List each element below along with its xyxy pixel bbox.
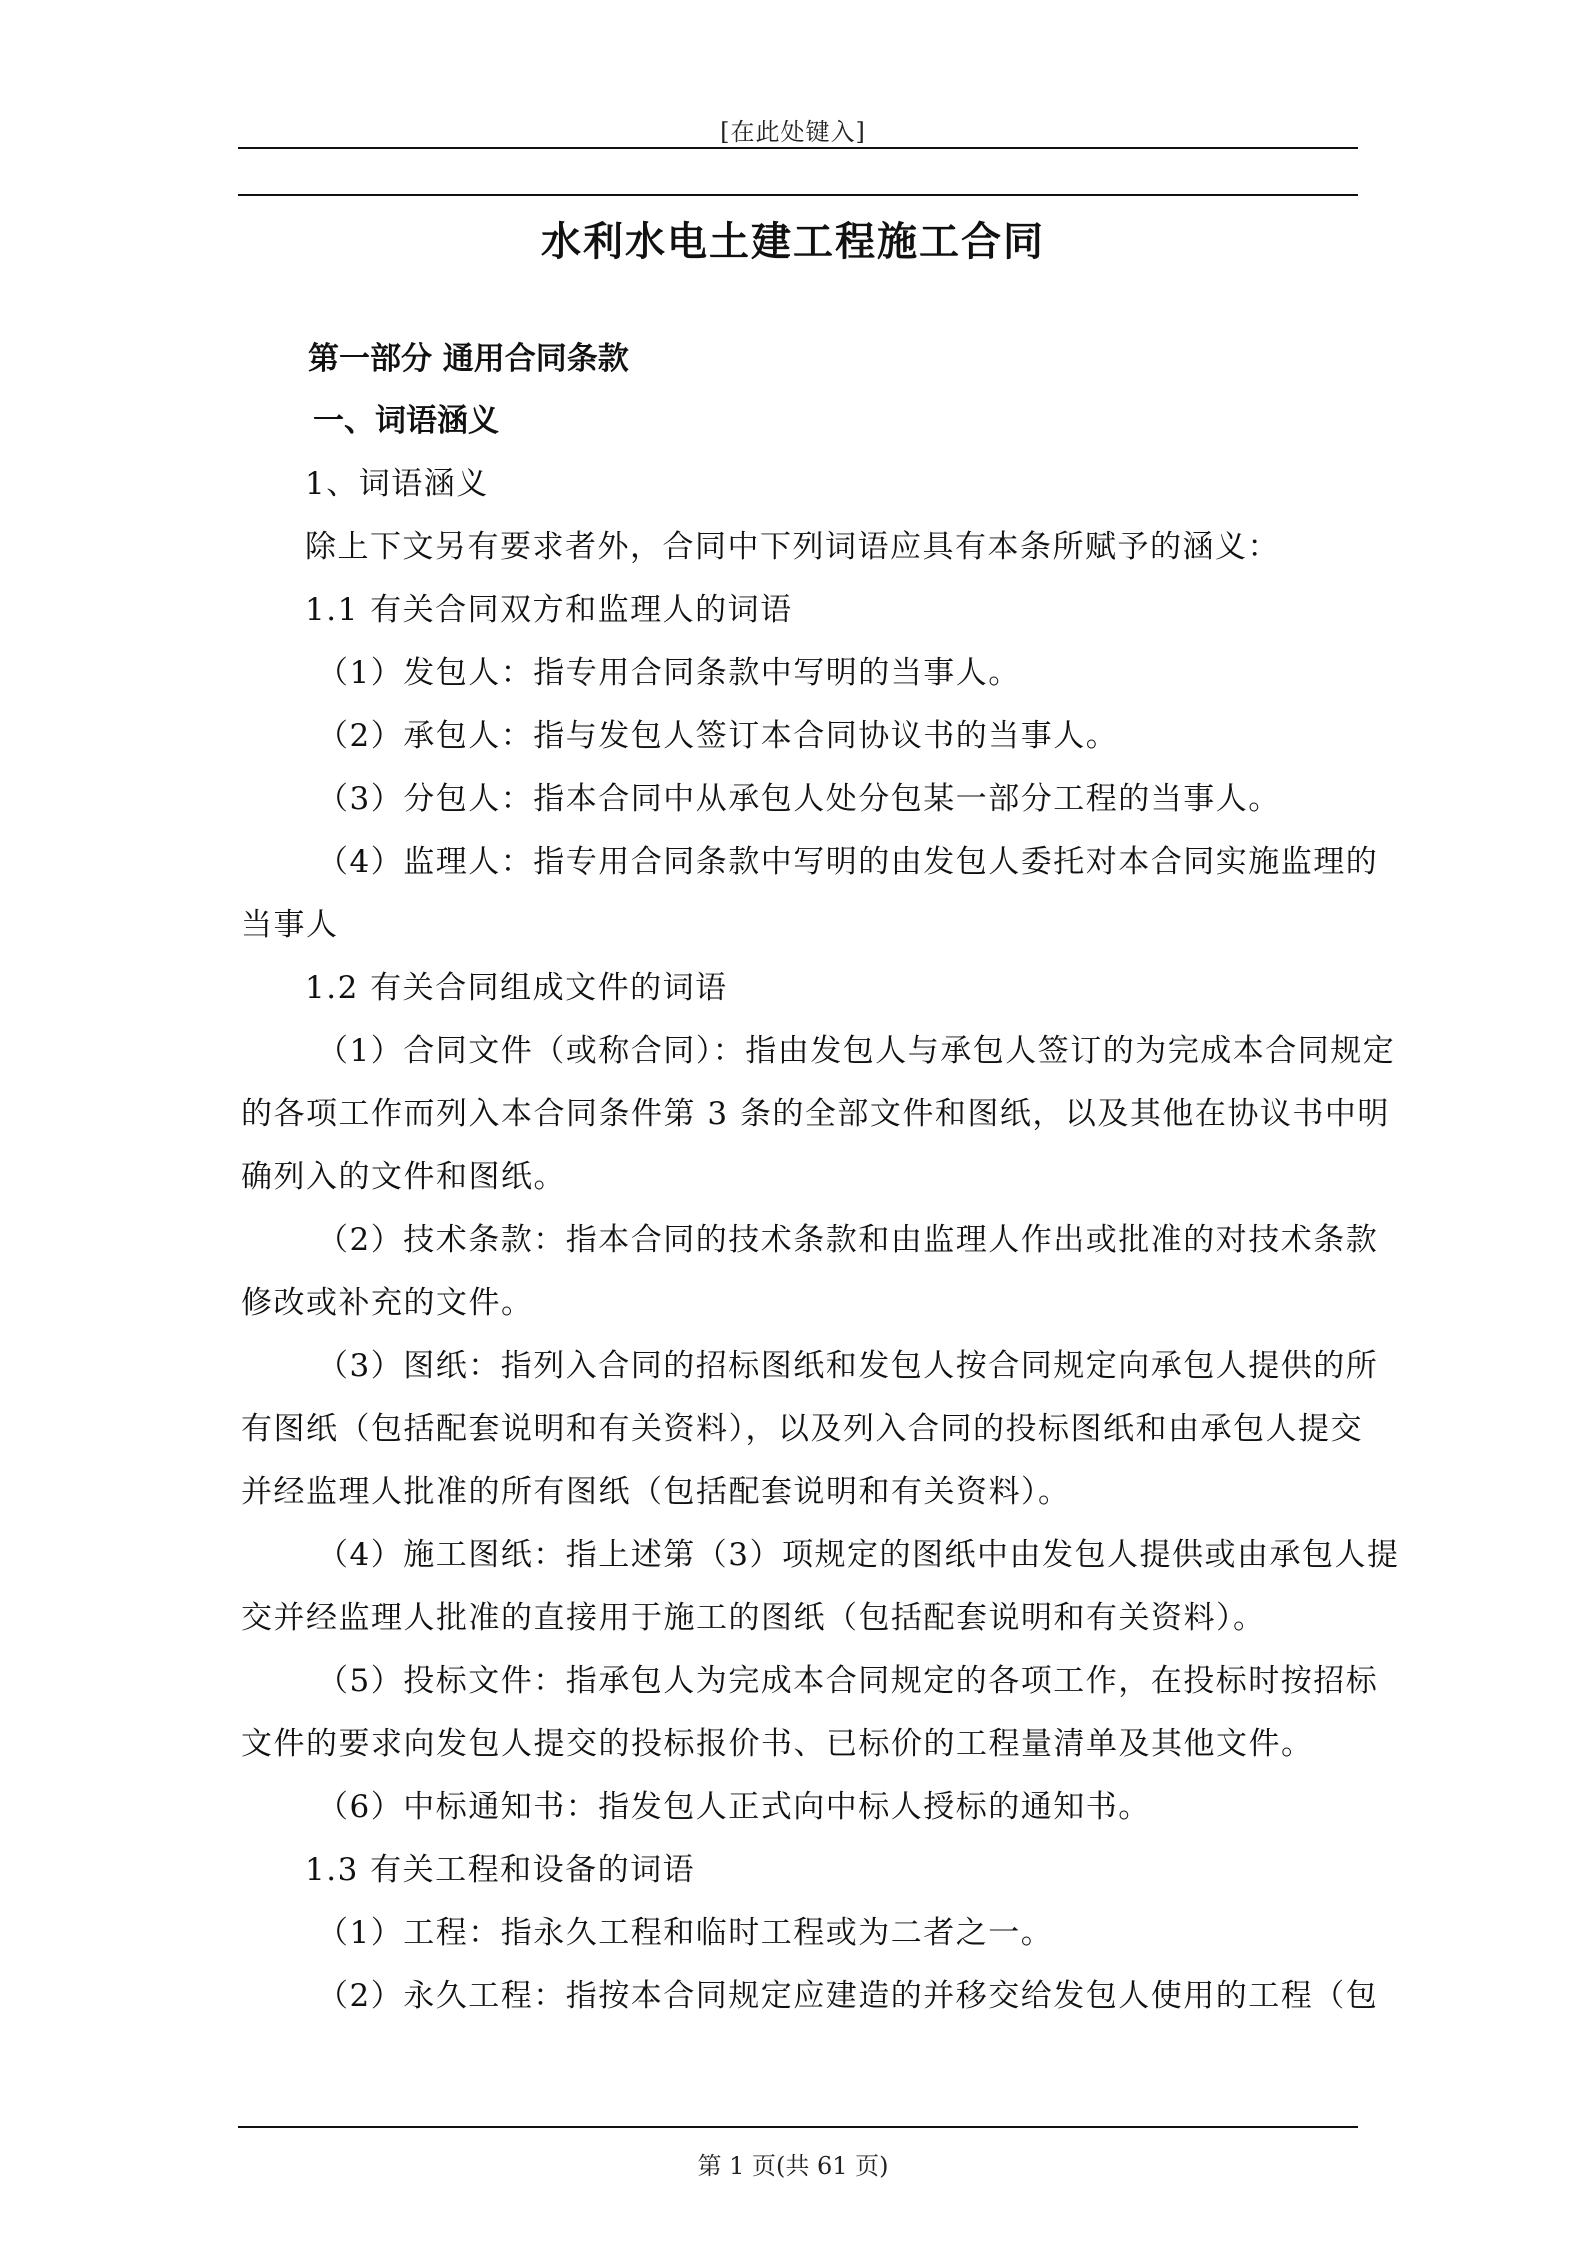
definition-item: （1）工程：指永久工程和临时工程或为二者之一。 xyxy=(317,1915,1054,1951)
definition-item: （4）施工图纸：指上述第（3）项规定的图纸中由发包人提供或由承包人提 xyxy=(317,1537,1400,1573)
definition-item: （2）承包人：指与发包人签订本合同协议书的当事人。 xyxy=(317,718,1119,754)
definition-item: （5）投标文件：指承包人为完成本合同规定的各项工作，在投标时按招标 xyxy=(317,1663,1379,1699)
definition-continuation: 当事人 xyxy=(241,907,339,943)
definition-item: （6）中标通知书：指发包人正式向中标人授标的通知书。 xyxy=(317,1789,1151,1825)
body-paragraph: 除上下文另有要求者外，合同中下列词语应具有本条所赋予的涵义： xyxy=(305,529,1280,565)
definition-continuation: 并经监理人批准的所有图纸（包括配套说明和有关资料）。 xyxy=(241,1474,1071,1510)
page-number: 第 1 页(共 61 页) xyxy=(697,2152,889,2180)
definition-item: （4）监理人：指专用合同条款中写明的由发包人委托对本合同实施监理的 xyxy=(317,844,1379,880)
header-rule xyxy=(238,147,1358,149)
definition-continuation: 的各项工作而列入本合同条件第 3 条的全部文件和图纸，以及其他在协议书中明 xyxy=(241,1096,1390,1132)
header-placeholder-text: [在此处键入] xyxy=(720,118,866,146)
definition-item: （1）发包人：指专用合同条款中写明的当事人。 xyxy=(317,655,1021,691)
definition-continuation: 修改或补充的文件。 xyxy=(241,1285,534,1321)
subclause-title-1-2: 1.2 有关合同组成文件的词语 xyxy=(305,970,728,1006)
part-heading: 第一部分 通用合同条款 xyxy=(308,341,629,377)
definition-continuation: 交并经监理人批准的直接用于施工的图纸（包括配套说明和有关资料）。 xyxy=(241,1600,1266,1636)
definition-item: （2）技术条款：指本合同的技术条款和由监理人作出或批准的对技术条款 xyxy=(317,1222,1379,1258)
document-title: 水利水电土建工程施工合同 xyxy=(541,219,1045,265)
definition-item: （3）分包人：指本合同中从承包人处分包某一部分工程的当事人。 xyxy=(317,781,1281,817)
definition-item: （1）合同文件（或称合同）：指由发包人与承包人签订的为完成本合同规定 xyxy=(317,1033,1396,1069)
definition-item: （2）永久工程：指按本合同规定应建造的并移交给发包人使用的工程（包 xyxy=(317,1978,1379,2014)
definition-continuation: 有图纸（包括配套说明和有关资料），以及列入合同的投标图纸和由承包人提交 xyxy=(241,1411,1363,1447)
subclause-title-1-3: 1.3 有关工程和设备的词语 xyxy=(305,1852,696,1888)
definition-continuation: 确列入的文件和图纸。 xyxy=(241,1159,566,1195)
title-top-rule xyxy=(238,194,1358,196)
footer-rule xyxy=(238,2126,1358,2128)
definition-item: （3）图纸：指列入合同的招标图纸和发包人按合同规定向承包人提供的所 xyxy=(317,1348,1379,1384)
clause-title-1: 1、词语涵义 xyxy=(305,466,489,502)
definition-continuation: 文件的要求向发包人提交的投标报价书、已标价的工程量清单及其他文件。 xyxy=(241,1726,1314,1762)
subclause-title-1-1: 1.1 有关合同双方和监理人的词语 xyxy=(305,592,793,628)
section-heading: 一、词语涵义 xyxy=(313,403,499,439)
